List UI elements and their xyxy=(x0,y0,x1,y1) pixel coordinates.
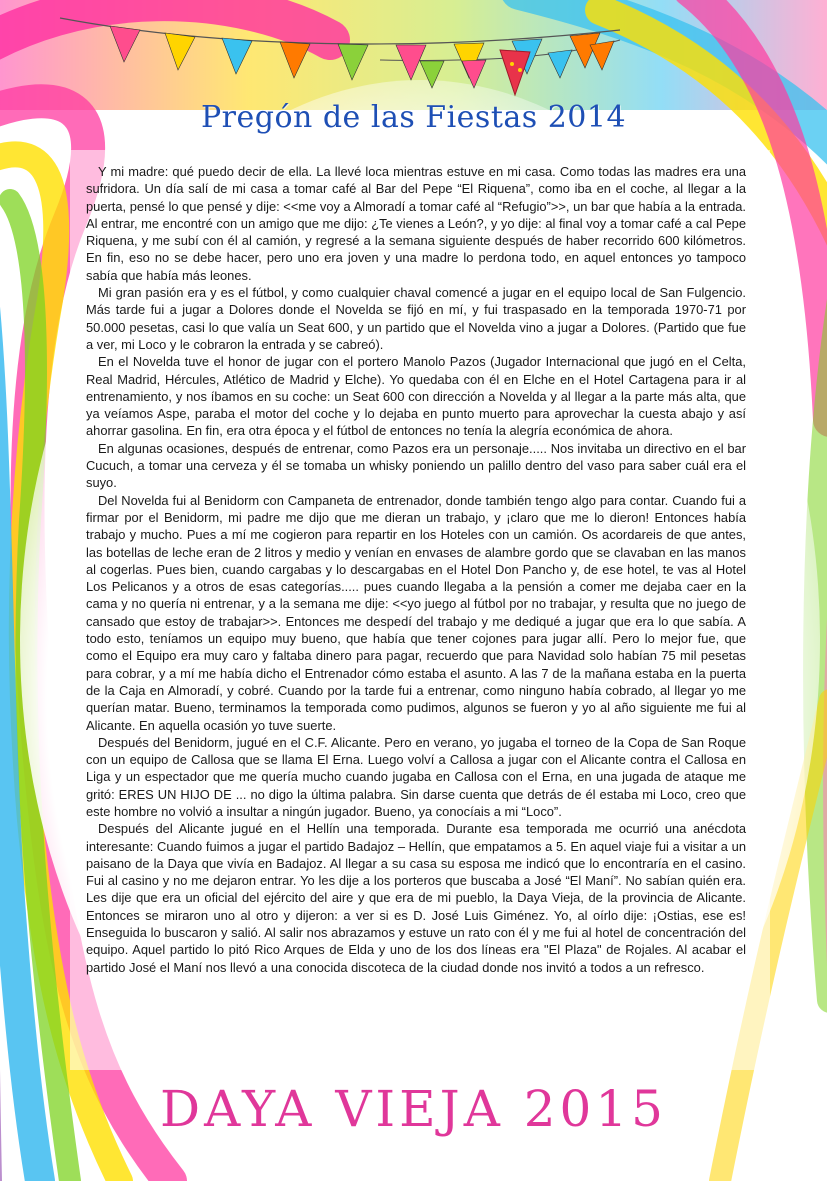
footer-title: DAYA VIEJA 2015 xyxy=(160,1080,667,1138)
paragraph: Del Novelda fui al Benidorm con Campaneta de entrenador, donde también tengo algo para contar. Cuando fui a firmar por el Benidorm, mi padre me dijo que me dieran un trabajo, y ¡claro que me lo dieron! Entonces había trabajo y mucho. Pues a mí me cogieron para repartir en los Hoteles con un camión. Os acordareis de que antes, las botellas de leche eran de 2 litros y medio y venían en envases de alambre gordo que se clavaban en las manos al cogerlas. Pues bien, cuando cargabas y lo descargabas en el Hotel Don Pancho y, de ese hotel, te vas al Hotel Los Pelicanos y a otros de esas categorías..... pues cuando llegaba a la pensión a comer me dejaba caer en la cama y no quería ni entrenar, y a la semana me dije: <<yo juego al fútbol por no trabajar, y resulta que no juego de cansado que estoy de trabajar>>. Entonces me despedí del trabajo y me dediqué a jugar que era lo que sabía. A todo esto, teníamos un equipo muy bueno, que había que tener cojones para jugar allí. Pero lo mejor fue, que como el Equipo era muy caro y faltaba dinero para pagar, recuerdo que para Navidad solo habían 75 mil pesetas para cobrar, y a mí me había dicho el Entrenador cómo estaba el asunto. A las 7 de la mañana estaba en la puerta de la Caja en Almoradí, y cobré. Cuando por la tarde fui a entrenar, como ninguno había cobrado, al llegar yo me querían matar. Bueno, terminamos la temporada como pudimos, algunos se fueron y yo al año siguiente me fui al Alicante. En aquella ocasión yo tuve suerte. xyxy=(86,492,746,733)
paragraph: En algunas ocasiones, después de entrenar, como Pazos era un personaje..... Nos invitaba un directivo en el bar Cucuch, a tomar una cerveza y él se tomaba un whisky poniendo un palillo dentro del vaso para saber cuál era el suyo. xyxy=(86,440,746,491)
paragraph: Después del Benidorm, jugué en el C.F. Alicante. Pero en verano, yo jugaba el torneo de la Copa de San Roque con un equipo de Callosa que se llama El Erna. Luego volví a Callosa a jugar con el Alicante contra el Callosa en Liga y un espectador que me quería mucho cuando jugaba en Callosa con el Erna, en una jugada de ataque me gritó: ERES UN HIJO DE ... no digo la última palabra. Sin darse cuenta que detrás de él estaba mi Loco, creo que este hombre no volvió a insultar a ningún jugador. Bueno, ya conocíais a mi “Loco”. xyxy=(86,734,746,819)
paragraph: En el Novelda tuve el honor de jugar con el portero Manolo Pazos (Jugador Internacional que jugó en el Celta, Real Madrid, Hércules, Atlético de Madrid y Elche). Yo quedaba con él en Elche en el Hotel Cartagena para ir al entrenamiento, y nos íbamos en su coche: un Seat 600 con dirección a Novelda y al llegar a la parte más alta, que ya veíamos Aspe, paraba el motor del coche y lo dejaba en punto muerto para aprovechar la cuesta abajo y así ahorrar gasolina. En fin, era otra época y el fútbol de entonces no tenía la alegría económica de ahora. xyxy=(86,354,746,439)
page-title: Pregón de las Fiestas 2014 xyxy=(200,100,627,135)
article-body xyxy=(86,163,746,976)
paragraph: Y mi madre: qué puedo decir de ella. La llevé loca mientras estuve en mi casa. Como todas las madres era una sufridora. Un día salí de mi casa a tomar café al Bar del Pepe “El Riquena”, como iba en el coche, al llegar a la puerta, pensé lo que pensé y dije: <<me voy a Almoradí a tomar café al “Refugio”>>, un bar que había a la entrada. Al entrar, me encontré con un amigo que me dijo: ¿Te vienes a León?, y yo dije: al final voy a tomar café a cal Pepe Riquena, y me subí con él al camión, y regresé a la semana siguiente después de haber recorrido 600 kilómetros. En fin, eso no se debe hacer, pero uno era joven y una madre lo perdona todo, en aquel entonces yo tampoco sabía que había más leones. xyxy=(86,164,746,283)
paragraph: Después del Alicante jugué en el Hellín una temporada. Durante esa temporada me ocurrió una anécdota interesante: Cuando fuimos a jugar el partido Badajoz – Hellín, que empatamos a 5. En aquel viaje fui a visitar a un paisano de la Daya que vivía en Badajoz. Al llegar a su casa su esposa me indicó que lo encontraría en el casino. Fui al casino y no me dejaron entrar. Yo les dije a los porteros que buscaba a José “El Maní”. No sabían quién era. Les dije que era un oficial del ejército del aire y que era de mi pueblo, la Daya Vieja, de la provincia de Alicante. Entonces se miraron uno al otro y dijeron: a ver si es D. José Luis Giménez. Yo, al oírlo dije: ¡Ostias, ese es! Enseguida lo buscaron y salió. Al salir nos abrazamos y estuve un rato con él y me fui al hotel de concentración del equipo. Aquel partido lo pitó Rico Arques de Elda y uno de los dos líneas era "El Plaza" de Rojales. Al acabar el partido José el Maní nos llevó a una conocida discoteca de la ciudad donde nos invitó a todos a un refresco. xyxy=(86,821,746,975)
paragraph: Mi gran pasión era y es el fútbol, y como cualquier chaval comencé a jugar en el equipo local de San Fulgencio. Más tarde fui a jugar a Dolores donde el Novelda se fijó en mí, y fui traspasado en la temporada 1970-71 por 50.000 pesetas, casi lo que valía un Seat 600, y un partido que el Novelda vino a jugar a Dolores. (Partido que fue a ver, mi Loco y le cobraron la entrada y se cabreó). xyxy=(86,285,746,352)
